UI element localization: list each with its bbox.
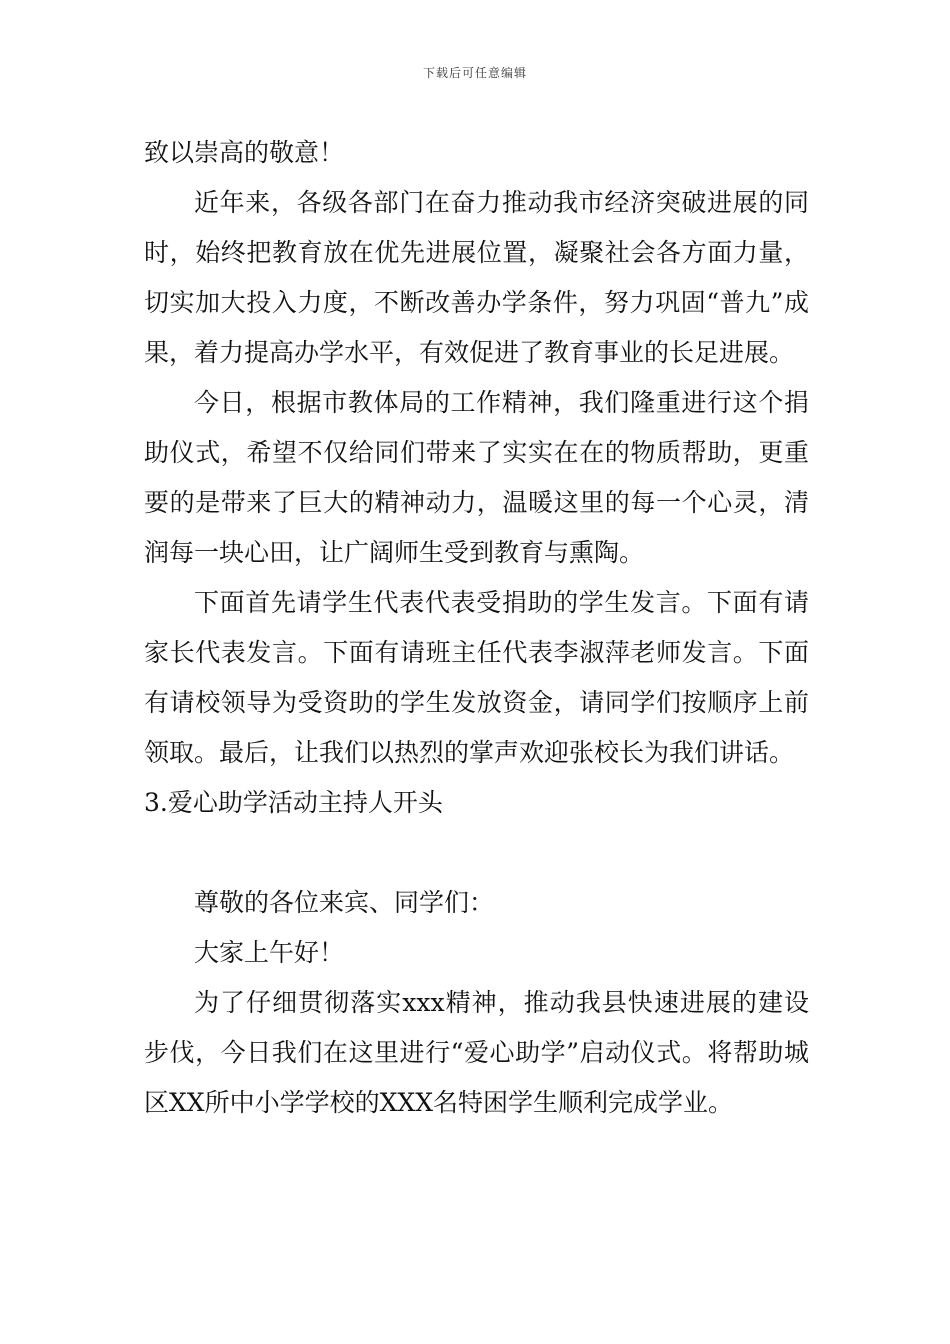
- paragraph-donation-ceremony: 今日，根据市教体局的工作精神，我们隆重进行这个捐助仪式，希望不仅给同们带来了实实在在的物质帮助，更重要的是带来了巨大的精神动力，温暖这里的每一个心灵，清润每一块心田，让广阔师生受到教育与熏陶。: [144, 388, 809, 567]
- paragraph-education-progress: 近年来，各级各部门在奋力推动我市经济突破进展的同时，始终把教育放在优先进展位置，凝聚社会各方面力量，切实加大投入力度，不断改善办学条件，努力巩固“普九”成果，着力提高办学水平，有效促进了教育事业的长足进展。: [144, 188, 809, 367]
- paragraph-agenda: 下面首先请学生代表代表受捐助的学生发言。下面有请家长代表发言。下面有请班主任代表李淑萍老师发言。下面有请校领导为受资助的学生发放资金，请同学们按顺序上前领取。最后，让我们以热烈的掌声欢迎张校长为我们讲话。: [144, 588, 809, 767]
- salutation: 尊敬的各位来宾、同学们：: [194, 888, 495, 917]
- blank-line: [144, 828, 809, 878]
- paragraph-launch-ceremony: 为了仔细贯彻落实xxx精神，推动我县快速进展的建设步伐，今日我们在这里进行“爱心助学”启动仪式。将帮助城区XX所中小学学校的XXX名特困学生顺利完成学业。: [144, 988, 809, 1117]
- section-heading-3: 3.爱心助学活动主持人开头: [144, 788, 443, 817]
- page-header-note: 下载后可任意编辑: [422, 66, 527, 80]
- document-body: [144, 128, 809, 1128]
- greeting: 大家上午好！: [194, 938, 345, 967]
- paragraph-respect: 致以崇高的敬意！: [144, 138, 345, 167]
